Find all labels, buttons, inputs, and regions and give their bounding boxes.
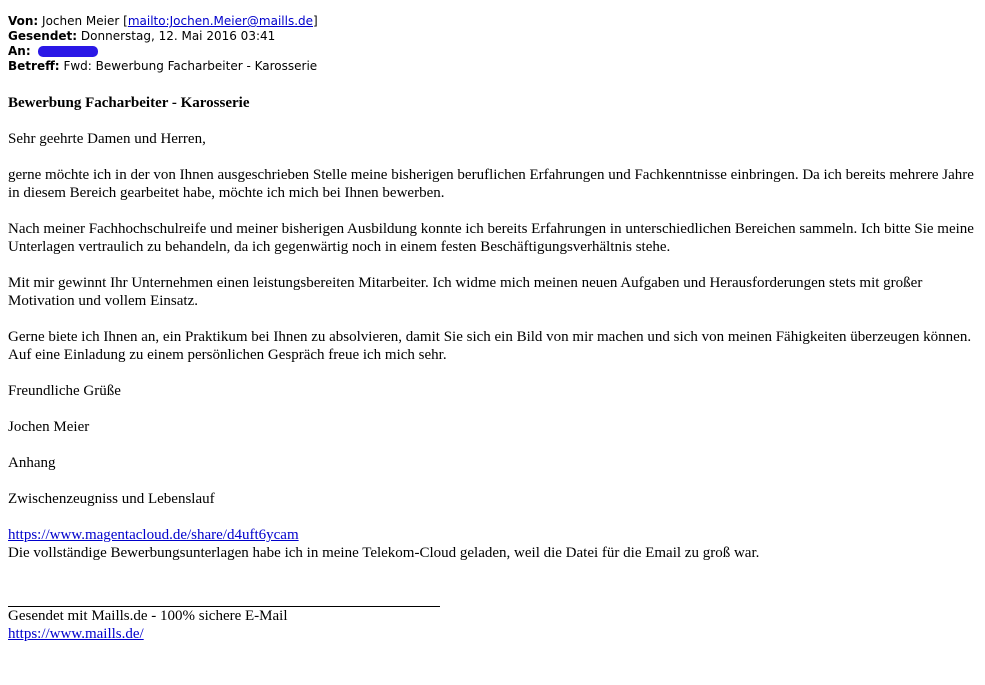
email-header	[8, 14, 978, 74]
from-row: Von: Jochen Meier [mailto:Jochen.Meier@maills.de]	[8, 14, 318, 28]
email-body	[8, 94, 978, 643]
from-name: Jochen Meier	[42, 14, 120, 28]
body-title: Bewerbung Facharbeiter - Karosserie	[8, 95, 250, 111]
to-row	[8, 44, 978, 59]
paragraph-4: Gerne biete ich Ihnen an, ein Praktikum bei Ihnen zu absolvieren, damit Sie sich ein Bild von mir machen und sich von meinen Fähigkeiten überzeugen können.	[8, 329, 972, 345]
paragraph-1: gerne möchte ich in der von Ihnen ausgeschrieben Stelle meine bisherigen beruflichen Erfahrungen und Fachkenntnisse einbringen. Da ich bereits mehrere Jahre in diesem Bereich gearbeitet habe, möchte ich mich bei Ihnen bewerben.	[8, 167, 974, 201]
subject-row	[8, 59, 978, 74]
attachment-label: Anhang	[8, 455, 56, 471]
to-label: An:	[8, 44, 31, 58]
subject-label: Betreff:	[8, 59, 60, 73]
footer-sent-with: Gesendet mit Maills.de - 100% sichere E-Mail	[8, 608, 288, 624]
paragraph-4-line-2: Auf eine Einladung zu einem persönlichen Gespräch freue ich mich sehr.	[8, 347, 447, 363]
closing: Freundliche Grüße	[8, 383, 121, 399]
sent-row	[8, 29, 978, 44]
sent-value: Donnerstag, 12. Mai 2016 03:41	[80, 29, 276, 43]
from-label: Von:	[8, 14, 39, 28]
greeting: Sehr geehrte Damen und Herren,	[8, 131, 206, 147]
email-message	[8, 14, 978, 643]
sent-label: Gesendet:	[8, 29, 78, 43]
cloud-share-link[interactable]: https://www.magentacloud.de/share/d4uft6ycam	[8, 527, 299, 543]
from-email-link[interactable]: mailto:Jochen.Meier@maills.de	[127, 14, 314, 28]
paragraph-2: Nach meiner Fachhochschulreife und meiner bisherigen Ausbildung konnte ich bereits Erfahrungen in unterschiedlichen Bereichen sammeln. Ich bitte Sie meine Unterlagen vertraulich zu behandeln, da ich gegenwärtig noch in einem festen Beschäftigungsverhältnis stehe.	[8, 221, 974, 255]
attachment-description: Zwischenzeugniss und Lebenslauf	[8, 491, 215, 507]
cloud-note: Die vollständige Bewerbungsunterlagen habe ich in meine Telekom-Cloud geladen, weil die Datei für die Email zu groß war.	[8, 545, 760, 561]
footer-link[interactable]: https://www.maills.de/	[8, 626, 144, 642]
subject-value: Fwd: Bewerbung Facharbeiter - Karosserie	[63, 59, 318, 73]
redacted-recipient	[38, 46, 98, 57]
paragraph-3: Mit mir gewinnt Ihr Unternehmen einen leistungsbereiten Mitarbeiter. Ich widme mich meinen neuen Aufgaben und Herausforderungen stets mit großer Motivation und vollem Einsatz.	[8, 275, 923, 309]
signature-name: Jochen Meier	[8, 419, 90, 435]
